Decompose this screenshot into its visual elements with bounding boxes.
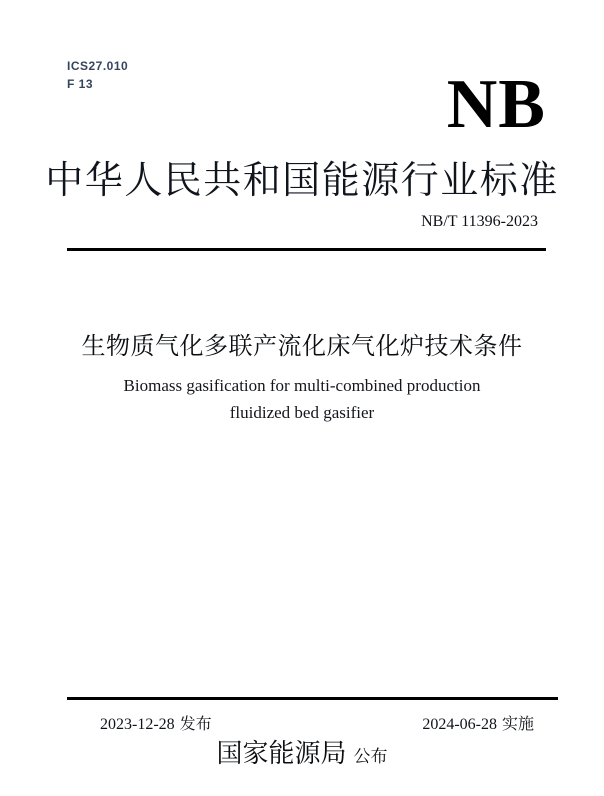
implementation-label: 实施	[501, 716, 534, 733]
issue-date: 2023-12-28	[100, 716, 175, 733]
document-title-english-line2: fluidized bed gasifier	[229, 403, 375, 422]
publisher-name: 国家能源局	[216, 738, 347, 768]
implementation-date-row	[422, 711, 534, 734]
implementation-date: 2024-06-28	[422, 716, 497, 733]
ics-classification-block	[67, 57, 128, 93]
standard-number: NB/T 11396-2023	[421, 213, 538, 230]
publisher-row	[0, 733, 604, 770]
bottom-horizontal-rule	[67, 697, 558, 700]
ics-code: ICS27.010	[67, 59, 129, 73]
document-title-english-line1: Biomass gasification for multi-combined production	[123, 376, 481, 395]
issue-date-row	[100, 711, 212, 734]
publisher-label: 公布	[353, 747, 388, 766]
standard-category-title: 中华人民共和国能源行业标准	[45, 160, 559, 202]
classification-code: F 13	[67, 77, 94, 91]
issue-label: 发布	[179, 716, 212, 733]
nb-logo: NB	[446, 66, 546, 143]
top-horizontal-rule	[67, 248, 546, 251]
document-title-chinese: 生物质气化多联产流化床气化炉技术条件	[81, 333, 523, 360]
